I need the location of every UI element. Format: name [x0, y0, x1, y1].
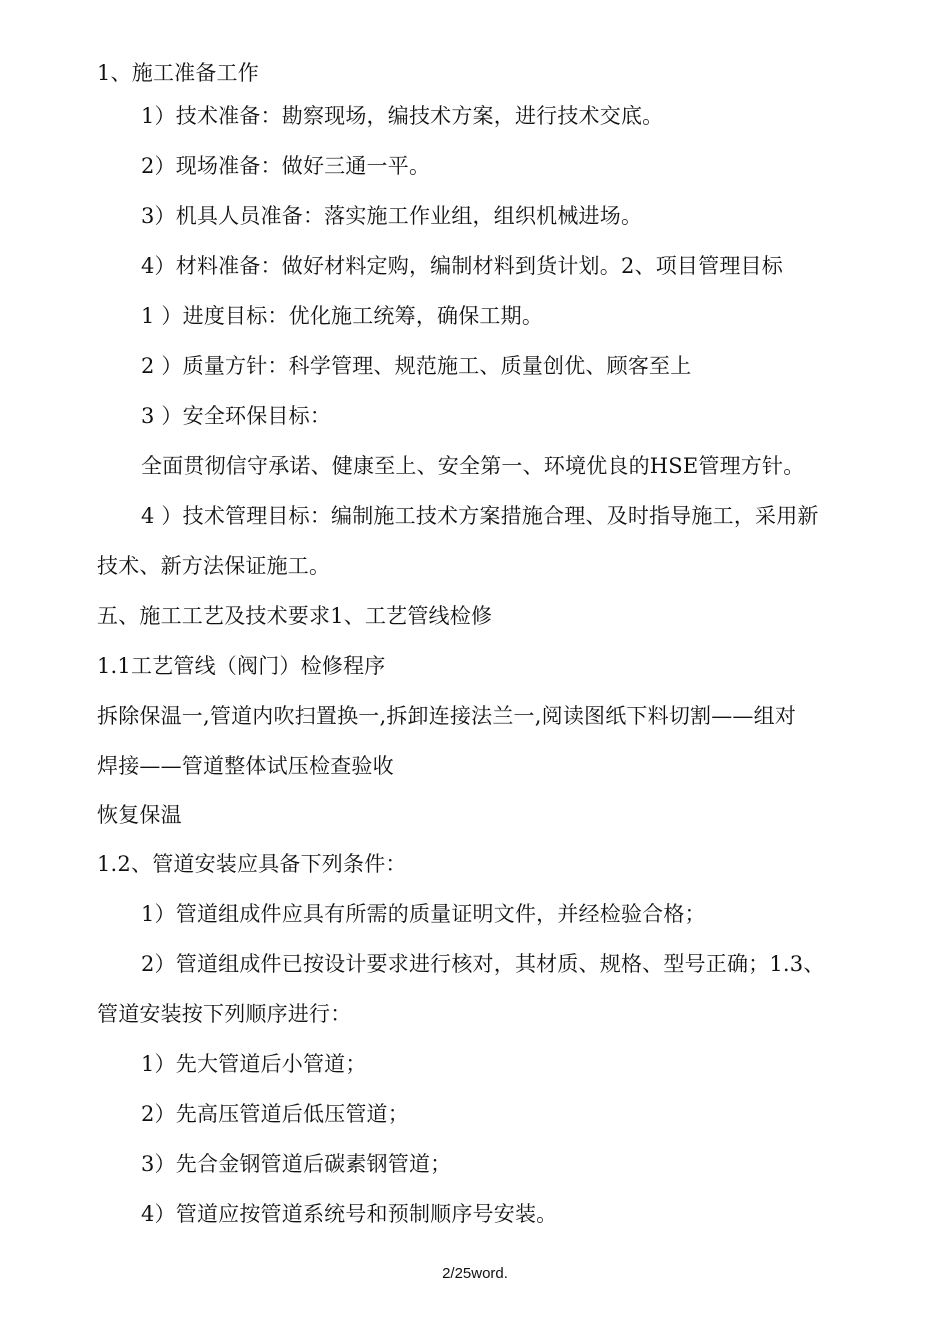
list-item: 4 ）技术管理目标：编制施工技术方案措施合理、及时指导施工，采用新	[141, 504, 819, 528]
list-item: 2）现场准备：做好三通一平。	[141, 154, 431, 178]
list-item: 3 ）安全环保目标：	[141, 404, 332, 428]
list-item: 3）先合金钢管道后碳素钢管道；	[141, 1152, 452, 1176]
list-item: 4）管道应按管道系统号和预制顺序号安装。	[141, 1202, 558, 1226]
section-heading: 五、施工工艺及技术要求1、工艺管线检修	[97, 604, 493, 628]
section-heading: 1、施工准备工作	[97, 61, 259, 85]
list-item: 2 ）质量方针：科学管理、规范施工、质量创优、顾客至上	[141, 354, 692, 378]
paragraph-line: 技术、新方法保证施工。	[97, 554, 331, 578]
list-item: 3）机具人员准备：落实施工作业组，组织机械进场。	[141, 204, 643, 228]
list-item: 2）先高压管道后低压管道；	[141, 1102, 409, 1126]
paragraph-line: 拆除保温一,管道内吹扫置换一,拆卸连接法兰一,阅读图纸下料切割——组对	[97, 704, 797, 728]
paragraph-line: 管道安装按下列顺序进行：	[97, 1002, 352, 1026]
paragraph-line: 全面贯彻信守承诺、健康至上、安全第一、环境优良的HSE管理方针。	[141, 454, 805, 478]
list-item: 2）管道组成件已按设计要求进行核对，其材质、规格、型号正确；1.3、	[141, 952, 825, 976]
paragraph-line: 焊接——管道整体试压检查验收	[97, 754, 394, 778]
list-item: 1）先大管道后小管道；	[141, 1052, 367, 1076]
paragraph-line: 恢复保温	[97, 803, 182, 827]
list-item: 1）管道组成件应具有所需的质量证明文件，并经检验合格；	[141, 902, 706, 926]
page-number-footer: 2/25word.	[442, 1265, 508, 1282]
subsection-heading: 1.2、管道安装应具备下列条件：	[97, 852, 407, 876]
list-item: 1 ）进度目标：优化施工统筹，确保工期。	[141, 304, 544, 328]
subsection-heading: 1.1工艺管线（阀门）检修程序	[97, 654, 386, 678]
list-item: 1）技术准备：勘察现场，编技术方案，进行技术交底。	[141, 104, 664, 128]
list-item: 4）材料准备：做好材料定购，编制材料到货计划。2、项目管理目标	[141, 254, 783, 278]
